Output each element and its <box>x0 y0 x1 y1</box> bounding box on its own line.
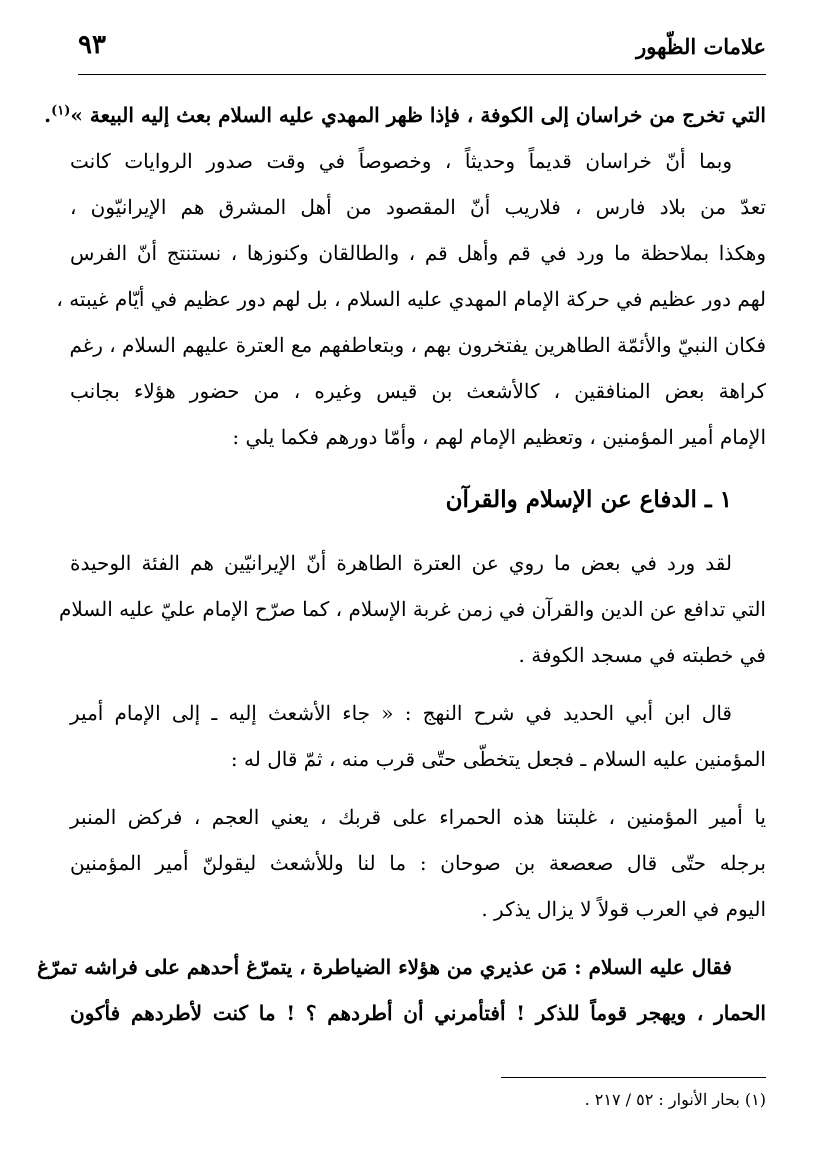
header-rule <box>78 74 766 75</box>
paragraph-line: برجله حتّى قال صعصعة بن صوحان : ما لنا وللأشعث ليقولنّ أمير المؤمنين <box>70 851 766 875</box>
paragraph-line: لقد ورد في بعض ما روي عن العترة الطاهرة أنّ الإيرانيّين هم الفئة الوحيدة <box>70 551 732 575</box>
paragraph-line: الإمام أمير المؤمنين ، وتعظيم الإمام لهم ، وأمّا دورهم فكما يلي : <box>232 425 766 449</box>
paragraph-line: كراهة بعض المنافقين ، كالأشعث بن قيس وغيره ، من حضور هؤلاء بجانب <box>70 379 766 403</box>
section-heading: ١ ـ الدفاع عن الإسلام والقرآن <box>445 486 732 513</box>
page-header <box>78 30 766 70</box>
paragraph-line: المؤمنين عليه السلام ـ فجعل يتخطّى حتّى قرب منه ، ثمّ قال له : <box>230 747 766 771</box>
line-text: التي تخرج من خراسان إلى الكوفة ، فإذا ظهر المهدي عليه السلام بعث إليه البيعة » <box>70 103 766 127</box>
paragraph-line: التي تدافع عن الدين والقرآن في زمن غربة الإسلام ، كما صرّح الإمام عليّ عليه السلام <box>58 597 766 621</box>
paragraph-line: فكان النبيّ والأئمّة الطاهرين يفتخرون بهم ، وبتعاطفهم مع العترة عليهم السلام ، رغم <box>69 333 766 357</box>
paragraph-line: اليوم في العرب قولاً لا يزال يذكر . <box>481 897 766 921</box>
paragraph-line: التي تخرج من خراسان إلى الكوفة ، فإذا ظهر المهدي عليه السلام بعث إليه البيعة »$^{(١)}$. <box>44 103 766 127</box>
footnote-marker: (١) <box>51 103 71 119</box>
paragraph-line: لهم دور عظيم في حركة الإمام المهدي عليه السلام ، بل لهم دور عظيم في أيّام غيبته ، <box>56 287 766 311</box>
paragraph-line: يا أمير المؤمنين ، غلبتنا هذه الحمراء على قربك ، يعني العجم ، فركض المنبر <box>70 805 766 829</box>
paragraph-line: تعدّ من بلاد فارس ، فلاريب أنّ المقصود من أهل المشرق هم الإيرانيّون ، <box>70 195 766 219</box>
body-text <box>37 92 766 1036</box>
paragraph-line: فقال عليه السلام : مَن عذيري من هؤلاء الضياطرة ، يتمرّغ أحدهم على فراشه تمرّغ <box>37 955 732 979</box>
running-title: علامات الظّهور <box>636 34 766 59</box>
footnote-rule <box>501 1077 766 1078</box>
footnote: (١) بحار الأنوار : ٥٢ / ٢١٧ . <box>584 1090 766 1109</box>
paragraph-line: الحمار ، ويهجر قوماً للذكر ! أفتأمرني أن أطردهم ؟ ! ما كنت لأطردهم فأكون <box>70 1001 766 1025</box>
paragraph-line: قال ابن أبي الحديد في شرح النهج : « جاء الأشعث إليه ـ إلى الإمام أمير <box>70 701 732 725</box>
paragraph-line: وهكذا بملاحظة ما ورد في قم وأهل قم ، والطالقان وكنوزها ، نستنتج أنّ الفرس <box>70 241 766 265</box>
paragraph-line: وبما أنّ خراسان قديماً وحديثاً ، وخصوصاً في وقت صدور الروايات كانت <box>70 149 732 173</box>
paragraph-line: في خطبته في مسجد الكوفة . <box>518 643 766 667</box>
page-number: ٩٣ <box>78 30 106 60</box>
